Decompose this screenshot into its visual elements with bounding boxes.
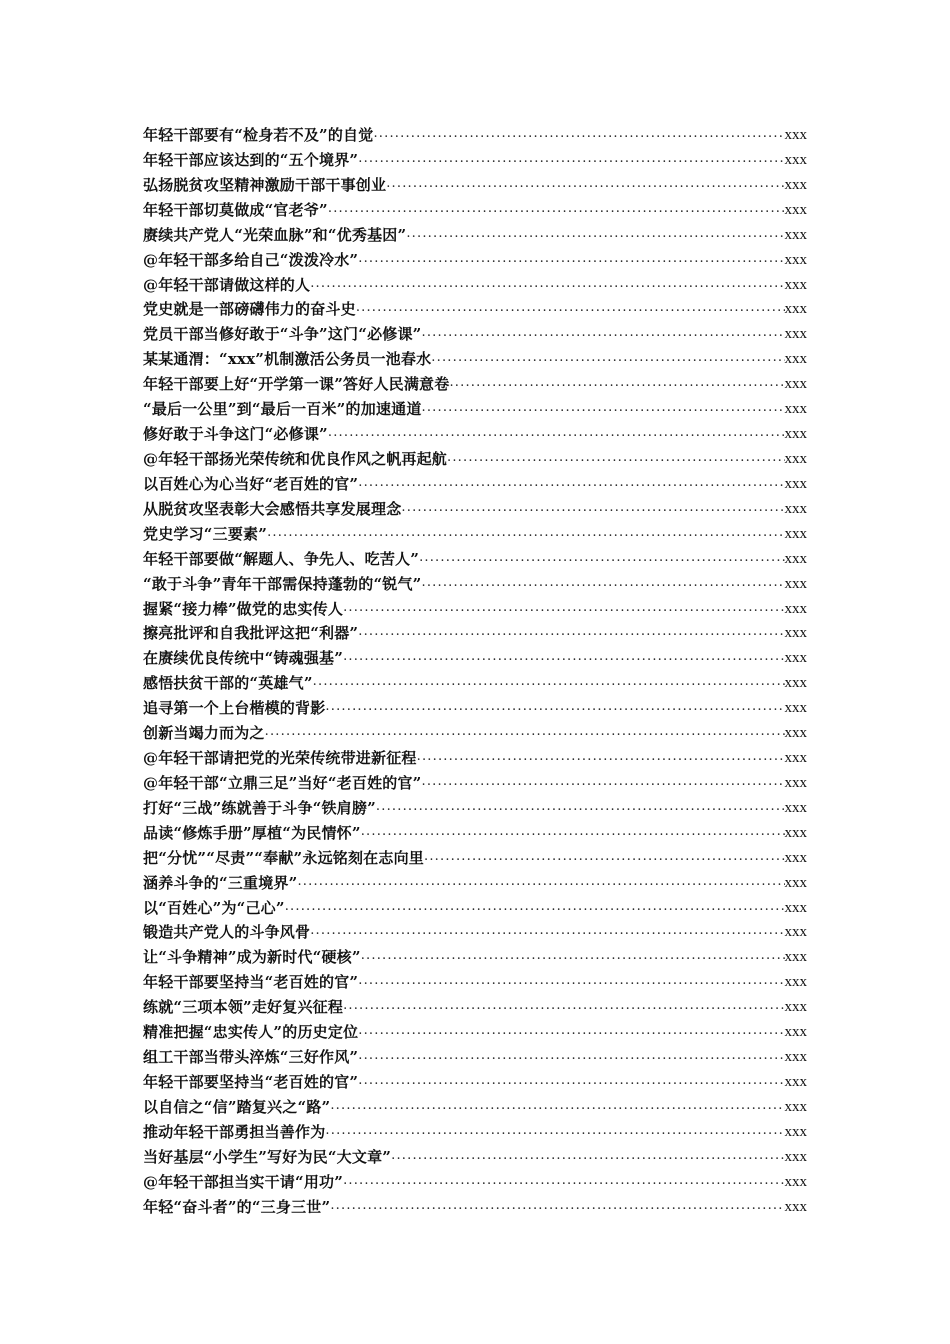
toc-entry-title: 年轻干部要做“解题人、争先人、吃苦人”	[143, 549, 420, 568]
dot-leader	[422, 771, 785, 795]
toc-entry[interactable]	[143, 372, 807, 397]
toc-entry[interactable]	[143, 522, 807, 547]
dot-leader	[310, 273, 784, 297]
toc-entry-page-number: xxx	[784, 849, 807, 866]
toc-entry-title: 党史就是一部磅礴伟力的奋斗史	[143, 300, 356, 319]
toc-entry-page-number: xxx	[784, 201, 807, 218]
toc-entry-title: 追寻第一个上台楷模的背影	[143, 699, 326, 718]
toc-entry[interactable]	[143, 248, 807, 273]
toc-entry-title: 组工干部当带头淬炼“三好作风”	[143, 1048, 359, 1067]
toc-entry-page-number: xxx	[784, 126, 807, 143]
toc-entry[interactable]	[143, 821, 807, 846]
toc-entry-title: “最后一公里”到“最后一百米”的加速通道	[143, 400, 422, 419]
toc-entry[interactable]	[143, 970, 807, 995]
toc-entry-page-number: xxx	[784, 750, 807, 767]
toc-entry[interactable]	[143, 148, 807, 173]
toc-entry-page-number: xxx	[784, 1173, 807, 1190]
toc-entry-title: 以“百姓心”为“己心”	[143, 898, 285, 917]
toc-entry-title: 打好“三战”练就善于斗争“铁肩膀”	[143, 798, 376, 817]
dot-leader	[449, 372, 784, 396]
toc-entry[interactable]	[143, 921, 807, 946]
toc-entry-title: @年轻干部担当实干请“用功”	[143, 1172, 344, 1191]
toc-entry-title: 让“斗争精神”成为新时代“硬核”	[143, 948, 361, 967]
toc-entry-page-number: xxx	[784, 176, 807, 193]
dot-leader	[424, 846, 785, 870]
toc-entry-title: 以自信之“信”踏复兴之“路”	[143, 1097, 331, 1116]
toc-entry-page-number: xxx	[784, 600, 807, 617]
dot-leader	[343, 646, 784, 670]
toc-entry-page-number: xxx	[784, 774, 807, 791]
dot-leader	[343, 995, 784, 1019]
dot-leader	[358, 621, 784, 645]
toc-entry-title: @年轻干部多给自己“泼泼冷水”	[143, 250, 359, 269]
toc-entry-page-number: xxx	[784, 301, 807, 318]
toc-entry-page-number: xxx	[784, 1148, 807, 1165]
toc-entry-title: 在赓续优良传统中“铸魂强基”	[143, 649, 344, 668]
toc-entry-page-number: xxx	[784, 899, 807, 916]
toc-entry[interactable]	[143, 1095, 807, 1120]
dot-leader	[297, 871, 784, 895]
toc-entry-page-number: xxx	[784, 351, 807, 368]
dot-leader	[358, 472, 784, 496]
toc-entry-page-number: xxx	[784, 500, 807, 517]
toc-entry[interactable]	[143, 1120, 807, 1145]
toc-entry-title: 擦亮批评和自我批评这把“利器”	[143, 624, 359, 643]
table-of-contents	[143, 123, 807, 1220]
dot-leader	[285, 896, 785, 920]
toc-entry-title: 年轻干部应该达到的“五个境界”	[143, 150, 359, 169]
toc-entry-page-number: xxx	[784, 450, 807, 467]
toc-entry[interactable]	[143, 123, 807, 148]
toc-entry-page-number: xxx	[784, 376, 807, 393]
dot-leader	[330, 1095, 784, 1119]
toc-entry-page-number: xxx	[784, 700, 807, 717]
toc-entry-page-number: xxx	[784, 924, 807, 941]
toc-entry[interactable]	[143, 696, 807, 721]
toc-entry[interactable]	[143, 1195, 807, 1220]
toc-entry[interactable]	[143, 671, 807, 696]
dot-leader	[358, 970, 784, 994]
toc-entry-title: 某某通渭：“xxx”机制激活公务员一池春水	[143, 350, 432, 369]
toc-entry-title: 以百姓心为心当好“老百姓的官”	[143, 474, 359, 493]
toc-entry-title: 年轻干部切莫做成“官老爷”	[143, 200, 328, 219]
toc-entry-title: 感悟扶贫干部的“英雄气”	[143, 674, 313, 693]
dot-leader	[358, 1045, 784, 1069]
toc-entry-page-number: xxx	[784, 550, 807, 567]
toc-entry-page-number: xxx	[784, 401, 807, 418]
dot-leader	[422, 397, 785, 421]
toc-entry[interactable]	[143, 796, 807, 821]
toc-entry-title: 创新当竭力而为之	[143, 724, 265, 743]
toc-entry-title: 修好敢于斗争这门“必修课”	[143, 425, 328, 444]
toc-entry[interactable]	[143, 1145, 807, 1170]
dot-leader	[343, 597, 784, 621]
toc-entry-page-number: xxx	[784, 1024, 807, 1041]
dot-leader	[330, 1195, 784, 1219]
toc-entry-title: 涵养斗争的“三重境界”	[143, 873, 298, 892]
dot-leader	[325, 1120, 784, 1144]
dot-leader	[431, 347, 784, 371]
dot-leader	[328, 422, 785, 446]
toc-entry[interactable]	[143, 721, 807, 746]
toc-entry-title: 把“分忧”“尽责”“奉献”永远铭刻在志向里	[143, 848, 424, 867]
toc-entry-title: @年轻干部请做这样的人	[143, 275, 311, 294]
dot-leader	[358, 1020, 784, 1044]
dot-leader	[401, 497, 784, 521]
toc-entry[interactable]	[143, 871, 807, 896]
dot-leader	[406, 223, 784, 247]
toc-entry-page-number: xxx	[784, 675, 807, 692]
toc-entry-title: 弘扬脱贫攻坚精神激励干部干事创业	[143, 175, 387, 194]
dot-leader	[356, 297, 785, 321]
toc-entry[interactable]	[143, 746, 807, 771]
toc-entry-page-number: xxx	[784, 226, 807, 243]
dot-leader	[422, 572, 785, 596]
toc-entry[interactable]	[143, 447, 807, 472]
dot-leader	[328, 198, 785, 222]
toc-entry-page-number: xxx	[784, 1198, 807, 1215]
toc-entry-page-number: xxx	[784, 1123, 807, 1140]
toc-entry[interactable]	[143, 646, 807, 671]
toc-entry[interactable]	[143, 347, 807, 372]
dot-leader	[417, 746, 785, 770]
dot-leader	[358, 148, 784, 172]
toc-entry[interactable]	[143, 1170, 807, 1195]
dot-leader	[391, 1145, 784, 1169]
toc-entry[interactable]	[143, 173, 807, 198]
toc-entry-page-number: xxx	[784, 1098, 807, 1115]
dot-leader	[267, 522, 784, 546]
dot-leader	[386, 173, 784, 197]
toc-entry[interactable]	[143, 547, 807, 572]
dot-leader	[447, 447, 784, 471]
toc-entry-page-number: xxx	[784, 999, 807, 1016]
toc-entry-title: 赓续共产党人“光荣血脉”和“优秀基因”	[143, 225, 407, 244]
toc-entry-page-number: xxx	[784, 251, 807, 268]
toc-entry-page-number: xxx	[784, 525, 807, 542]
toc-entry-title: 推动年轻干部勇担当善作为	[143, 1122, 326, 1141]
dot-leader	[313, 671, 785, 695]
toc-entry-page-number: xxx	[784, 276, 807, 293]
toc-entry-title: 年轻“奋斗者”的“三身三世”	[143, 1197, 331, 1216]
toc-entry-title: 品读“修炼手册”厚植“为民情怀”	[143, 823, 361, 842]
toc-entry-page-number: xxx	[784, 949, 807, 966]
dot-leader	[358, 248, 784, 272]
toc-entry-page-number: xxx	[784, 874, 807, 891]
toc-entry-page-number: xxx	[784, 326, 807, 343]
toc-entry-title: 当好基层“小学生”写好为民“大文章”	[143, 1147, 392, 1166]
toc-entry[interactable]	[143, 198, 807, 223]
toc-entry-page-number: xxx	[784, 1074, 807, 1091]
toc-entry-title: 握紧“接力棒”做党的忠实传人	[143, 599, 344, 618]
toc-entry[interactable]	[143, 397, 807, 422]
toc-entry-page-number: xxx	[784, 426, 807, 443]
toc-entry[interactable]	[143, 621, 807, 646]
toc-entry[interactable]	[143, 223, 807, 248]
toc-entry[interactable]	[143, 995, 807, 1020]
toc-entry-title: 年轻干部要上好“开学第一课”答好人民满意卷	[143, 375, 450, 394]
dot-leader	[422, 322, 785, 346]
toc-entry[interactable]	[143, 945, 807, 970]
toc-entry-title: 年轻干部要坚持当“老百姓的官”	[143, 1073, 359, 1092]
toc-entry-title: 锻造共产党人的斗争风骨	[143, 923, 311, 942]
toc-entry-page-number: xxx	[784, 625, 807, 642]
toc-entry-title: 精准把握“忠实传人”的历史定位	[143, 1023, 359, 1042]
dot-leader	[373, 123, 784, 147]
toc-entry-title: 从脱贫攻坚表彰大会感悟共享发展理念	[143, 499, 402, 518]
toc-entry[interactable]	[143, 1020, 807, 1045]
dot-leader	[358, 1070, 784, 1094]
toc-entry-title: @年轻干部“立鼎三足”当好“老百姓的官”	[143, 773, 422, 792]
toc-entry-title: @年轻干部扬光荣传统和优良作风之帆再起航	[143, 449, 448, 468]
dot-leader	[376, 796, 785, 820]
toc-entry-page-number: xxx	[784, 475, 807, 492]
toc-entry-page-number: xxx	[784, 824, 807, 841]
toc-entry[interactable]	[143, 472, 807, 497]
toc-entry-title: 党员干部当修好敢于“斗争”这门“必修课”	[143, 325, 422, 344]
toc-entry[interactable]	[143, 846, 807, 871]
toc-entry[interactable]	[143, 771, 807, 796]
toc-entry[interactable]	[143, 1070, 807, 1095]
toc-entry-page-number: xxx	[784, 1049, 807, 1066]
toc-entry[interactable]	[143, 572, 807, 597]
toc-entry-title: 党史学习“三要素”	[143, 524, 268, 543]
toc-entry[interactable]	[143, 273, 807, 298]
dot-leader	[419, 547, 784, 571]
toc-entry-page-number: xxx	[784, 799, 807, 816]
toc-entry-title: 年轻干部要有“检身若不及”的自觉	[143, 125, 374, 144]
dot-leader	[361, 821, 785, 845]
toc-entry[interactable]	[143, 497, 807, 522]
toc-entry-page-number: xxx	[784, 575, 807, 592]
toc-entry[interactable]	[143, 422, 807, 447]
toc-entry-page-number: xxx	[784, 725, 807, 742]
toc-entry-page-number: xxx	[784, 151, 807, 168]
toc-entry[interactable]	[143, 297, 807, 322]
toc-entry[interactable]	[143, 597, 807, 622]
toc-entry[interactable]	[143, 1045, 807, 1070]
dot-leader	[361, 945, 785, 969]
toc-entry[interactable]	[143, 896, 807, 921]
dot-leader	[343, 1170, 784, 1194]
dot-leader	[325, 696, 784, 720]
dot-leader	[310, 921, 784, 945]
toc-entry-title: 年轻干部要坚持当“老百姓的官”	[143, 973, 359, 992]
toc-entry-page-number: xxx	[784, 650, 807, 667]
toc-entry[interactable]	[143, 322, 807, 347]
toc-entry-title: 练就“三项本领”走好复兴征程	[143, 998, 344, 1017]
toc-entry-title: “敢于斗争”青年干部需保持蓬勃的“锐气”	[143, 574, 422, 593]
toc-entry-page-number: xxx	[784, 974, 807, 991]
toc-entry-title: @年轻干部请把党的光荣传统带进新征程	[143, 749, 417, 768]
dot-leader	[265, 721, 785, 745]
